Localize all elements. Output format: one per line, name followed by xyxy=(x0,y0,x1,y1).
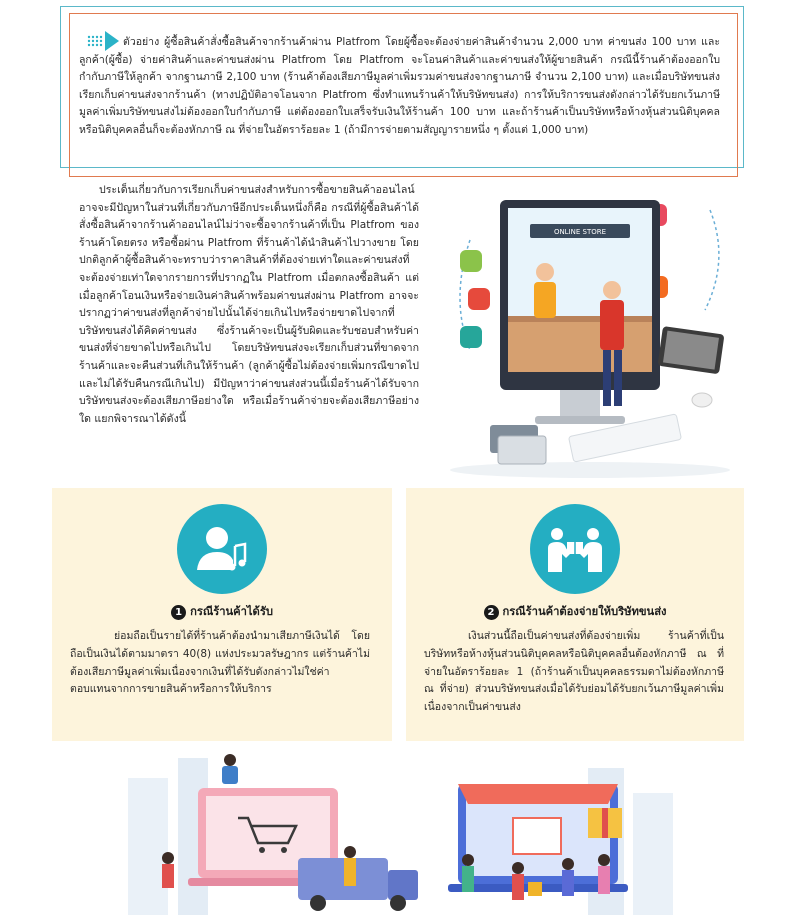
case-title-2 xyxy=(406,602,744,620)
case-title-1-text: กรณีร้านค้าได้รับ xyxy=(190,605,273,618)
case-title-1 xyxy=(52,602,392,620)
app-icon-teal xyxy=(460,326,482,348)
intro-paragraph: ตัวอย่าง ผู้ซื้อสินค้าสั่งซื้อสินค้าจากร้านค้าผ่าน Platfrom โดยผู้ซื้อจะต้องจ่ายค่าสินค้าจำนวน 2,000 บาท ค่าขนส่ง 100 บาท และลูกค้า(ผู้ซื้อ) จ่ายค่าสินค้าและค่าขนส่งผ่าน Platfrom โดย Platfrom จะโอนค่าสินค้าและค่าขนส่งให้ผู้ขายสินค้า กรณีนี้ร้านค้าต้องออกใบกำกับภาษีให้ลูกค้า จากฐานภาษี 2,100 บาท (ร้านค้าต้องเสียภาษีมูลค่าเพิ่มรวมค่าขนส่งจากฐานภาษี จำนวน 2,100 บาท) และเมื่อบริษัทขนส่งเรียกเก็บค่าขนส่งจากร้านค้า (ทางปฏิบัติอาจโอนจาก Platfrom ซึ่งทำแทนร้านค้าให้บริษัทขนส่ง) การให้บริการขนส่งดังกล่าวได้รับยกเว้นภาษีมูลค่าเพิ่มบริษัทขนส่งไม่ต้องออกใบกำกับภาษี แต่ต้องออกใบเสร็จรับเงินให้ร้านค้า 100 บาท และถ้าร้านค้าเป็นบริษัทหรือห้างหุ้นส่วนนิติบุคคลหรือนิติบุคคลอื่นก็จะต้องหักภาษี ณ ที่จ่ายในอัตราร้อยละ 1 (ถ้ามีการจ่ายตามสัญญารายหนึ่ง ๆ ตั้งแต่ 1,000 บาท) xyxy=(79,36,720,136)
store-sign: ONLINE STORE xyxy=(553,228,607,236)
app-icon-green xyxy=(460,250,482,272)
case-card-2 xyxy=(406,488,744,741)
online-shopping-illustration xyxy=(118,748,678,915)
body-paragraph: ประเด็นเกี่ยวกับการเรียกเก็บค่าขนส่งสำหรับการซื้อขายสินค้าออนไลน์ อาจจะมีปัญหาในส่วนที่เกี่ยวกับภาษีอีกประเด็นหนึ่งก็คือ กรณีที่ผู้ซื้อสินค้าได้สั่งซื้อสินค้าจากร้านค้าออนไลน์ไม่ว่าจะซื้อจากร้านค้าที่เป็น Platfrom ของร้านค้าโดยตรง หรือซื้อผ่าน Platfrom ที่ร้านค้าได้นำสินค้าไปวางขาย โดยปกติลูกค้าผู้ซื้อสินค้าจะทราบว่าราคาสินค้าที่ต้องจ่ายเท่าใดและค่าขนส่งที่จะต้องจ่ายเท่าใดจากรายการที่ปรากฏใน Platfrom เมื่อตกลงซื้อสินค้า แต่เมื่อลูกค้าโอนเงินหรือจ่ายเงินค่าสินค้าพร้อมค่าขนส่งผ่าน Platfrom อาจจะปรากฏว่าค่าขนส่งที่ลูกค้าจ่ายไปนั้นได้จ่ายเกินไปหรือจ่ายขาดไปจากที่บริษัทขนส่งได้คิดค่าขนส่ง ซึ่งร้านค้าจะเป็นผู้รับผิดและรับชอบสำหรับค่าขนส่งที่จ่ายขาดไปหรือเกินไป โดยบริษัทขนส่งจะเรียกเก็บส่วนที่ขาดจากร้านค้าและจะคืนส่วนที่เกินให้ร้านค้า (ลูกค้าผู้ซื้อไม่ต้องจ่ายเพิ่มกรณีขาดไปและไม่ได้รับคืนกรณีเกินไป) มีปัญหาว่าค่าขนส่งส่วนนี้เมื่อร้านค้าได้รับจากบริษัทขนส่งจะต้องเสียภาษีอย่างใด หรือเมื่อร้านค้าจ่ายจะต้องเสียภาษีอย่างใด แยกพิจารณาได้ดังนี้ xyxy=(79,184,419,425)
user-music-icon xyxy=(177,504,267,594)
case-text-1: ย่อมถือเป็นรายได้ที่ร้านค้าต้องนำมาเสียภาษีเงินได้ โดยถือเป็นเงินได้ตามมาตรา 40(8) แห่งประมวลรัษฎากร แต่ร้านค้าไม่ต้องเสียภาษีมูลค่าเพิ่มเนื่องจากเงินที่ได้รับดังกล่าวไม่ใช่ค่าตอบแทนจากการขายสินค้าหรือการให้บริการ xyxy=(70,630,370,696)
number-badge-1: 1 xyxy=(171,605,186,620)
case-card-1 xyxy=(52,488,392,741)
app-icon-red xyxy=(468,288,490,310)
case-text-2: เงินส่วนนี้ถือเป็นค่าขนส่งที่ต้องจ่ายเพิ่ม ร้านค้าที่เป็นบริษัทหรือห้างหุ้นส่วนนิติบุคคลหรือนิติบุคคลอื่นต้องหักภาษี ณ ที่จ่ายในอัตราร้อยละ 1 (ถ้าร้านค้าเป็นบุคคลธรรมดาไม่ต้องหักภาษี ณ ที่จ่าย) ส่วนบริษัทขนส่งเมื่อได้รับย่อมได้รับยกเว้นภาษีมูลค่าเพิ่มเนื่องจากเป็นค่าขนส่ง xyxy=(424,630,724,714)
number-badge-2: 2 xyxy=(484,605,499,620)
case-title-2-text: กรณีร้านค้าต้องจ่ายให้บริษัทขนส่ง xyxy=(502,605,667,618)
online-store-illustration xyxy=(440,190,740,480)
delivery-handover-icon xyxy=(530,504,620,594)
